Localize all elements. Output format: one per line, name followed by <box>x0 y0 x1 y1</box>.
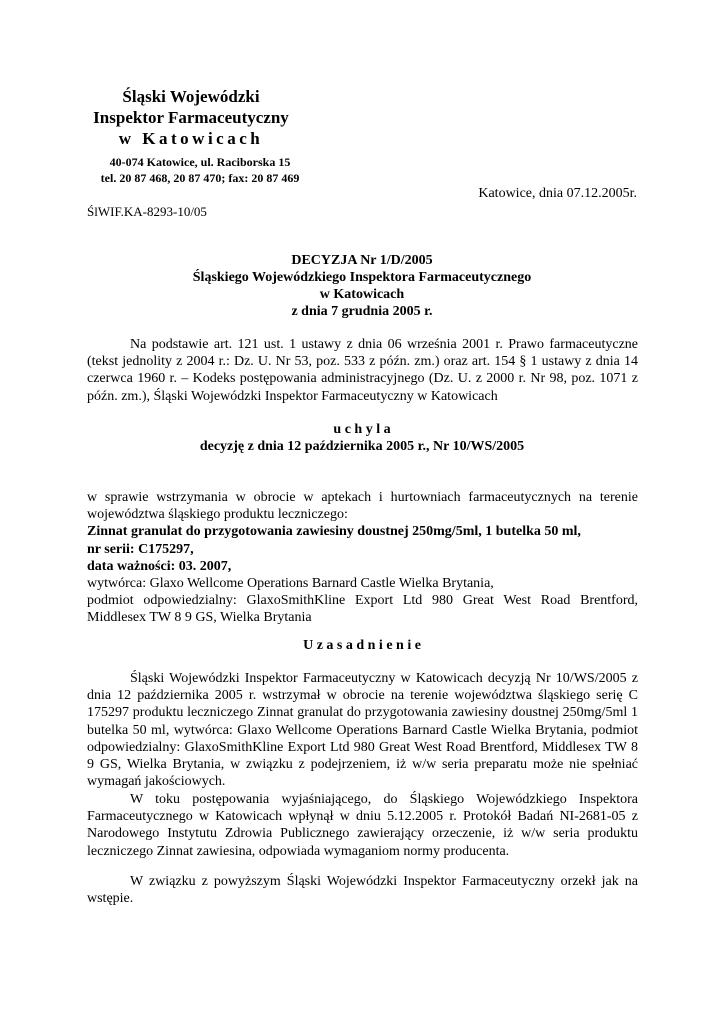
decision-title-line2: Śląskiego Wojewódzkiego Inspektora Farmaceutycznego <box>192 270 532 285</box>
legal-basis-paragraph: Na podstawie art. 121 ust. 1 ustawy z dnia 06 września 2001 r. Prawo farmaceutyczne (tekst jednolity z 2004 r.: Dz. U. Nr 53, poz. 533 z późn. zm.) oraz art. 154 § 1 ustawy z dnia 14 czerwca 1960 r. – Kodeks postępowania administracyjnego (Dz. U. z 2000 r. Nr 98, poz. 1071 z późn. zm.), Śląski Wojewódzki Inspektor Farmaceutyczny w Katowicach <box>87 337 638 404</box>
place-date: Katowice, dnia 07.12.2005r. <box>478 186 637 201</box>
justification-paragraph1: Śląski Wojewódzki Inspektor Farmaceutyczny w Katowicach decyzją Nr 10/WS/2005 z dnia 12 października 2005 r. wstrzymał w obrocie na terenie województwa śląskiego serię C 175297 produktu leczniczego Zinnat granulat do przygotowania zawiesiny doustnej 250mg/5ml 1 butelka 50 ml, wytwórca: Glaxo Wellcome Operations Barnard Castle Wielka Brytania, podmiot odpowiedzialny: GlaxoSmithKline Export Ltd 980 Great West Road Brentford, Middlesex TW 8 9 GS, Wielka Brytania, w związku z podejrzeniem, iż w/w seria preparatu może nie spełniać wymagań jakościowych. <box>87 671 638 790</box>
decision-title-line1: DECYZJA Nr 1/D/2005 <box>291 253 433 268</box>
org-name-line2: Inspektor Farmaceutyczny <box>93 108 289 127</box>
product-name: Zinnat granulat do przygotowania zawiesiny doustnej 250mg/5ml, 1 butelka 50 ml, <box>87 524 581 540</box>
letterhead <box>78 86 304 149</box>
org-address <box>80 154 320 186</box>
subject-intro: w sprawie wstrzymania w obrocie w aptekach i hurtowniach farmaceutycznych na terenie województwa śląskiego produktu leczniczego: <box>87 490 638 523</box>
address-line2: tel. 20 87 468, 20 87 470; fax: 20 87 469 <box>100 171 300 185</box>
ruling-line: decyzję z dnia 12 października 2005 r., Nr 10/WS/2005 <box>199 439 525 454</box>
address-line1: 40-074 Katowice, ul. Raciborska 15 <box>109 155 291 169</box>
manufacturer: wytwórca: Glaxo Wellcome Operations Barnard Castle Wielka Brytania, <box>87 576 494 592</box>
org-name-line3: w Katowicach <box>118 129 264 148</box>
decision-title-line4: z dnia 7 grudnia 2005 r. <box>291 304 433 319</box>
justification-paragraph3: W związku z powyższym Śląski Wojewódzki Inspektor Farmaceutyczny orzekł jak na wstępie. <box>87 874 638 907</box>
expiry-date: data ważności: 03. 2007, <box>87 558 232 574</box>
decision-title <box>87 252 637 320</box>
ruling-word: u c h y l a <box>333 422 391 437</box>
responsible-entity: podmiot odpowiedzialny: GlaxoSmithKline Export Ltd 980 Great West Road Brentford, Middlesex TW 8 9 GS, Wielka Brytania <box>87 593 638 626</box>
justification-heading: U z a s a d n i e n i e <box>303 638 421 653</box>
justification-paragraph2: W toku postępowania wyjaśniającego, do Śląskiego Wojewódzkiego Inspektora Farmaceutycznego w Katowicach wpłynął w dniu 5.12.2005 r. Protokół Badań NI-2681-05 z Narodowego Instytutu Zdrowia Publicznego zawierający orzeczenie, iż w/w seria produktu leczniczego Zinnat zawiesina, odpowiada wymaganiom normy producenta. <box>87 792 638 859</box>
subject-block <box>87 489 638 627</box>
org-name-line1: Śląski Wojewódzki <box>122 87 260 106</box>
ruling-block <box>87 421 637 455</box>
decision-title-line3: w Katowicach <box>319 287 405 302</box>
batch-number: nr serii: C175297, <box>87 541 194 557</box>
reference-number: ŚlWIF.KA-8293-10/05 <box>87 204 207 219</box>
